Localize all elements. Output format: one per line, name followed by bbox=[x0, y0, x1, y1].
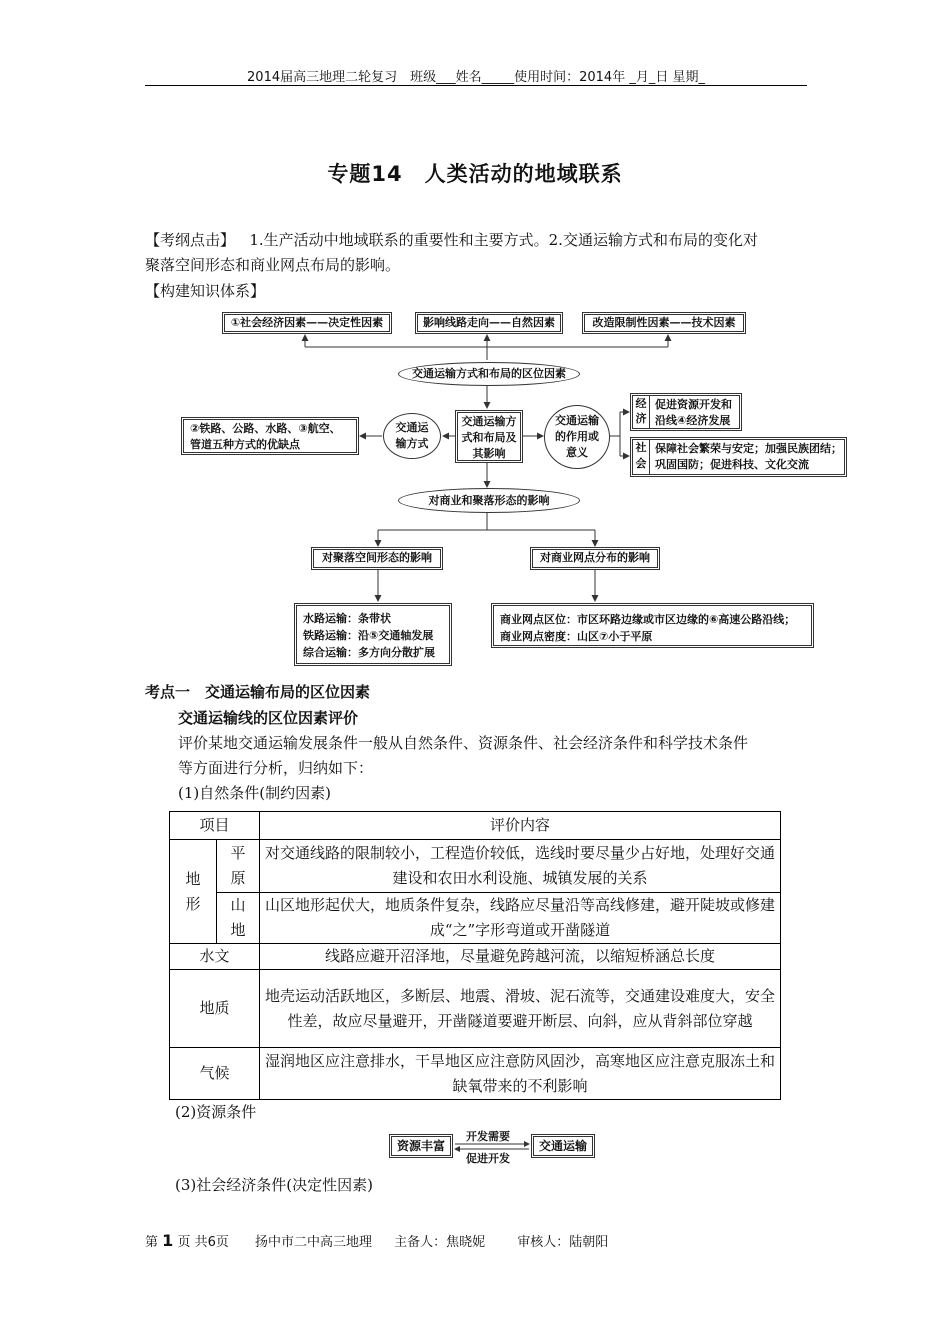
diagram-settle-line3: 综合运输：多方向分散扩展 bbox=[303, 646, 435, 659]
diagram-oval-mode-line2: 输方式 bbox=[395, 437, 429, 450]
social-economic-label: (3)社会经济条件(决定性因素) bbox=[175, 1176, 373, 1194]
section1-heading: 考点一 交通运输布局的区位因素 bbox=[145, 683, 371, 701]
arrow-label-development-needs: 开发需要 bbox=[466, 1130, 510, 1143]
table-cell-geology-text: 地壳运动活跃地区，多断层、地震、滑坡、泥石流等，交通建设难度大，安全性差，故应尽量避开，开凿隧道要避开断层、向斜，应从背斜部位穿越 bbox=[260, 970, 781, 1048]
diagram-oval-impact bbox=[398, 488, 580, 513]
diagram-econ-label-text: 经济 bbox=[635, 397, 647, 425]
table-header-row bbox=[170, 812, 781, 840]
diagram-settle-line2: 铁路运输：沿⑤交通轴发展 bbox=[303, 629, 434, 642]
diagram-box-economy bbox=[630, 393, 742, 431]
table-cell-climate: 气候 bbox=[170, 1048, 260, 1100]
table-cell-mountain-text: 山区地形起伏大，地质条件复杂，线路应尽量沿等高线修建，避开陡坡或修建成“之”字形弯道或开凿隧道 bbox=[260, 893, 781, 944]
diagram-econ-line1: 促进资源开发和 bbox=[655, 398, 732, 411]
diagram-soc-line1: 保障社会繁荣与安定；加强民族团结； bbox=[655, 442, 842, 455]
natural-conditions-label: (1)自然条件(制约因素) bbox=[178, 784, 331, 802]
diagram-econ-line2: 沿线④经济发展 bbox=[655, 414, 731, 427]
diagram-settle-line1: 水路运输：条带状 bbox=[303, 612, 391, 625]
table-row bbox=[170, 944, 781, 970]
diagram-top2-text: 影响线路走向——自然因素 bbox=[423, 316, 555, 329]
table-header-content: 评价内容 bbox=[260, 812, 781, 840]
diagram-left-line1: ②铁路、公路、水路、③航空、 bbox=[190, 422, 341, 435]
diagram-settle-title-text: 对聚落空间形态的影响 bbox=[322, 551, 432, 564]
diagram-center-line2: 式和布局及 bbox=[461, 431, 517, 444]
diagram-oval-mode-line1: 交通运 bbox=[395, 421, 429, 434]
diagram-box-commerce-title bbox=[530, 547, 660, 570]
diagram-econ-label bbox=[633, 396, 650, 428]
table-header-item: 项目 bbox=[170, 812, 260, 840]
section1-intro2: 等方面进行分析，归纳如下： bbox=[178, 759, 374, 777]
footer-reviewer: 审核人：陆朝阳 bbox=[517, 1235, 609, 1250]
diagram-commerce-line1: 商业网点区位：市区环路边缘或市区边缘的⑥高速公路沿线； bbox=[500, 613, 796, 626]
footer-school: 扬中市二中高三地理 bbox=[254, 1235, 372, 1250]
diagram-location-factors-text: 交通运输方式和布局的区位因素 bbox=[412, 367, 566, 380]
diagram-left-line2: 管道五种方式的优缺点 bbox=[190, 438, 300, 451]
diagram-role-line3: 意义 bbox=[566, 446, 588, 459]
resource-rich-box bbox=[389, 1134, 453, 1158]
diagram-oval-transport-mode bbox=[383, 413, 441, 459]
evaluation-table bbox=[169, 811, 781, 1100]
diagram-center-line3: 其影响 bbox=[472, 447, 506, 460]
resource-rich-text: 资源丰富 bbox=[396, 1139, 445, 1153]
diagram-role-line1: 交通运输 bbox=[555, 414, 599, 427]
diagram-commerce-title-text: 对商业网点分布的影响 bbox=[540, 551, 650, 564]
footer-page-number: 1 bbox=[162, 1231, 174, 1250]
diagram-box-natural bbox=[415, 312, 563, 334]
diagram-box-social-economic bbox=[222, 312, 392, 334]
diagram-soc-line2: 巩固国防；促进科技、文化交流 bbox=[655, 458, 809, 471]
diagram-econ-text bbox=[655, 397, 732, 429]
table-cell-climate-text: 湿润地区应注意排水，干旱地区应注意防风固沙，高寒地区应注意克服冻土和缺氧带来的不利影响 bbox=[260, 1048, 781, 1100]
section1-intro1: 评价某地交通运输发展条件一般从自然条件、资源条件、社会经济条件和科学技术条件 bbox=[178, 734, 749, 752]
syllabus-label: 【考纲点击】 bbox=[145, 231, 236, 249]
diagram-soc-label bbox=[633, 440, 650, 474]
diagram-soc-text bbox=[655, 441, 842, 473]
table-cell-plain-text: 对交通线路的限制较小，工程造价较低，选线时要尽量少占好地，处理好交通建设和农田水利设施、城镇发展的关系 bbox=[260, 840, 781, 893]
page-title: 专题14 人类活动的地域联系 bbox=[327, 162, 623, 186]
diagram-oval-role bbox=[544, 405, 610, 469]
syllabus-line2: 聚落空间形态和商业网点布局的影响。 bbox=[145, 256, 401, 274]
diagram-box-transport-modes bbox=[181, 417, 359, 455]
syllabus-line1: 1.生产活动中地域联系的重要性和主要方式。2.交通运输方式和布局的变化对 bbox=[249, 231, 758, 249]
diagram-top3-text: 改造限制性因素——技术因素 bbox=[592, 316, 736, 329]
table-cell-hydro: 水文 bbox=[170, 944, 260, 970]
diagram-box-technical bbox=[582, 312, 746, 334]
table-row bbox=[170, 970, 781, 1048]
diagram-commerce-line2: 商业网点密度：山区⑦小于平原 bbox=[500, 630, 653, 643]
build-label: 【构建知识体系】 bbox=[145, 282, 266, 300]
diagram-center-line1: 交通运输方 bbox=[461, 415, 517, 428]
section1-subheading: 交通运输线的区位因素评价 bbox=[178, 709, 359, 727]
diagram-oval-location-factors bbox=[398, 362, 580, 386]
diagram-top1-text: ①社会经济因素——决定性因素 bbox=[230, 316, 384, 329]
footer-author: 主备人：焦晓妮 bbox=[394, 1235, 486, 1250]
transport-box bbox=[531, 1134, 595, 1158]
page-footer bbox=[145, 1231, 608, 1250]
footer-page-suffix: 页 共6页 bbox=[177, 1235, 229, 1250]
table-row bbox=[170, 840, 781, 893]
table-cell-hydro-text: 线路应避开沼泽地，尽量避免跨越河流，以缩短桥涵总长度 bbox=[260, 944, 781, 970]
table-cell-geology: 地质 bbox=[170, 970, 260, 1048]
diagram-box-settlement-detail bbox=[294, 603, 452, 666]
page-header: 2014届高三地理二轮复习 班级___姓名_____使用时间：2014年 _月_日 星期_ bbox=[247, 70, 705, 85]
resource-conditions-label: (2)资源条件 bbox=[175, 1103, 257, 1121]
table-cell-mountain: 山地 bbox=[217, 893, 260, 944]
table-row bbox=[170, 893, 781, 944]
diagram-box-settlement-title bbox=[311, 547, 443, 570]
transport-text: 交通运输 bbox=[538, 1139, 587, 1153]
diagram-role-line2: 的作用或 bbox=[555, 430, 599, 443]
table-row bbox=[170, 1048, 781, 1100]
table-cell-terrain: 地形 bbox=[170, 840, 217, 944]
diagram-soc-label-text: 社会 bbox=[635, 441, 647, 470]
diagram-box-center bbox=[455, 410, 523, 463]
footer-page-prefix: 第 bbox=[145, 1235, 159, 1250]
table-cell-plain: 平原 bbox=[217, 840, 260, 893]
diagram-box-commerce-detail bbox=[491, 603, 814, 648]
arrow-label-promote-development: 促进开发 bbox=[466, 1152, 510, 1165]
diagram-impact-text: 对商业和聚落形态的影响 bbox=[428, 493, 550, 507]
diagram-box-society bbox=[630, 437, 847, 477]
